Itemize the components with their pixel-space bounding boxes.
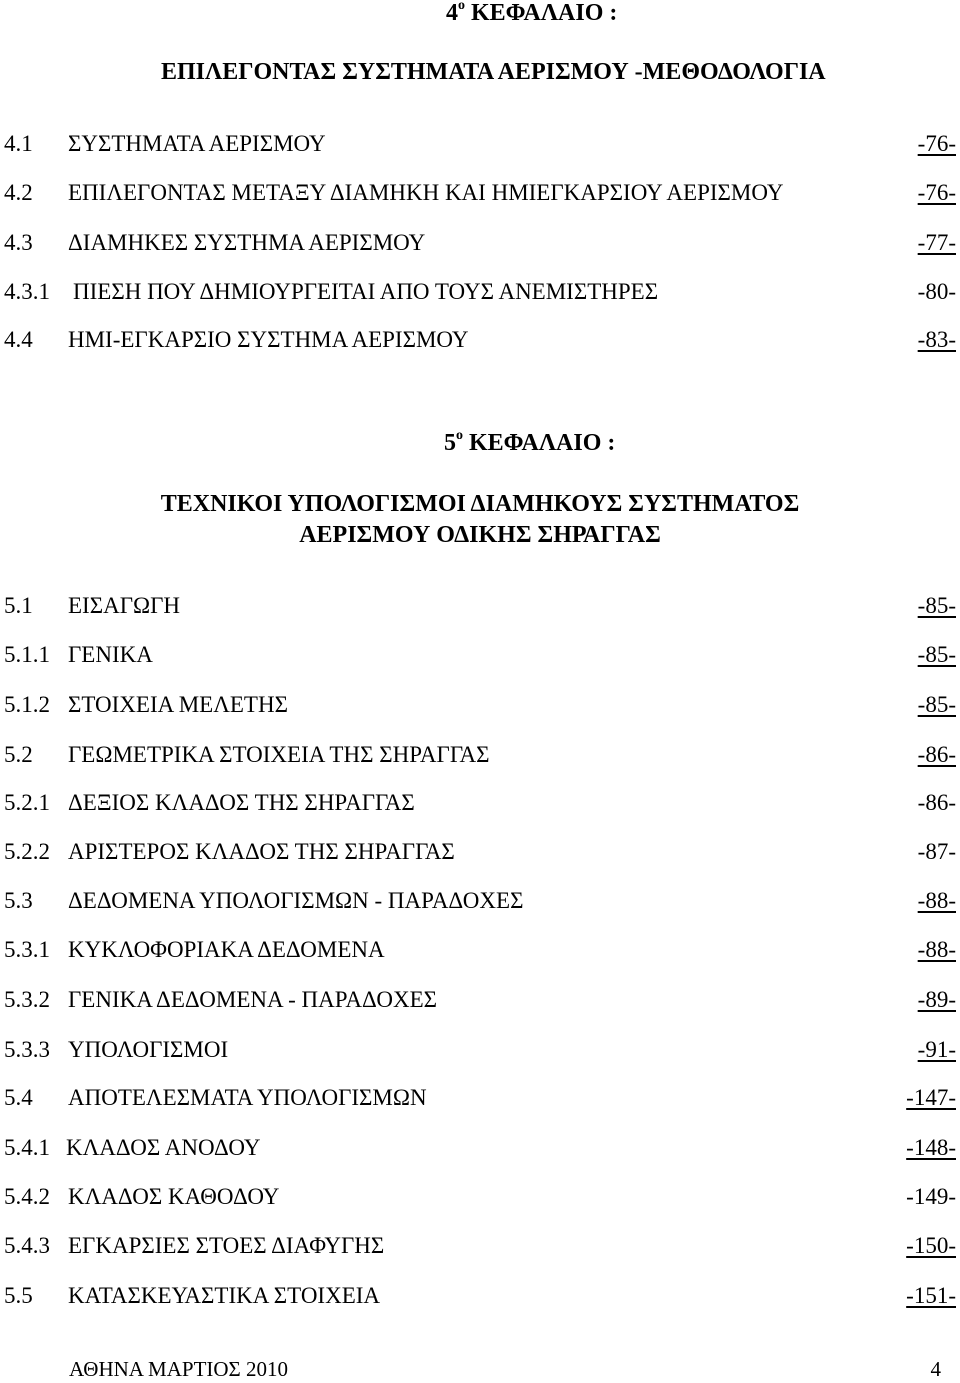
toc-entry[interactable] bbox=[0, 228, 960, 258]
footer-text: ΑΘΗΝΑ ΜΑΡΤΙΟΣ 2010 bbox=[69, 1357, 289, 1381]
toc-entry-title: ΗΜΙ-ΕΓΚΑΡΣΙΟ ΣΥΣΤΗΜΑ ΑΕΡΙΣΜΟΥ bbox=[68, 327, 469, 352]
toc-entry-number: 4.2 bbox=[4, 180, 33, 205]
toc-entry-number: 5.4 bbox=[4, 1085, 33, 1110]
chapter-4-heading bbox=[446, 0, 617, 27]
toc-entry-number: 4.3 bbox=[4, 230, 33, 255]
toc-entry[interactable] bbox=[0, 1281, 960, 1311]
toc-entry-page[interactable]: -147- bbox=[906, 1085, 956, 1110]
toc-entry-title: ΔΕΞΙΟΣ ΚΛΑΔΟΣ ΤΗΣ ΣΗΡΑΓΓΑΣ bbox=[68, 790, 415, 815]
toc-entry-number: 5.1 bbox=[4, 593, 33, 618]
toc-entry-number: 5.5 bbox=[4, 1283, 33, 1308]
toc-entry-page[interactable]: -77- bbox=[917, 230, 956, 255]
toc-entry-title: ΚΛΑΔΟΣ ΑΝΟΔΟΥ bbox=[66, 1135, 261, 1160]
toc-entry-title: ΕΠΙΛΕΓΟΝΤΑΣ ΜΕΤΑΞΥ ΔΙΑΜΗΚΗ ΚΑΙ ΗΜΙΕΓΚΑΡΣΙΟΥ ΑΕΡΙΣΜΟΥ bbox=[68, 180, 784, 205]
toc-entry-title: ΕΓΚΑΡΣΙΕΣ ΣΤΟΕΣ ΔΙΑΦΥΓΗΣ bbox=[68, 1233, 385, 1258]
chapter-4-label: ΚΕΦΑΛΑΙΟ : bbox=[471, 0, 618, 26]
toc-entry-page[interactable]: -85- bbox=[917, 692, 956, 717]
toc-entry[interactable] bbox=[0, 1133, 960, 1163]
toc-entry[interactable] bbox=[0, 788, 960, 818]
toc-entry[interactable] bbox=[0, 886, 960, 916]
toc-entry-title: ΔΕΔΟΜΕΝΑ ΥΠΟΛΟΓΙΣΜΩΝ - ΠΑΡΑΔΟΧΕΣ bbox=[68, 888, 524, 913]
toc-entry-number: 5.3 bbox=[4, 888, 33, 913]
chapter-5-subtitle-line-2: ΑΕΡΙΣΜΟΥ ΟΔΙΚΗΣ ΣΗΡΑΓΓΑΣ bbox=[299, 522, 661, 548]
toc-entry[interactable] bbox=[0, 640, 960, 670]
toc-entry-title: ΓΕΝΙΚΑ ΔΕΔΟΜΕΝΑ - ΠΑΡΑΔΟΧΕΣ bbox=[68, 987, 438, 1012]
chapter-5-label: ΚΕΦΑΛΑΙΟ : bbox=[469, 430, 616, 456]
toc-entry-title: ΑΠΟΤΕΛΕΣΜΑΤΑ ΥΠΟΛΟΓΙΣΜΩΝ bbox=[68, 1085, 427, 1110]
toc-entry-page[interactable]: -85- bbox=[917, 593, 956, 618]
toc-entry-number: 4.4 bbox=[4, 327, 33, 352]
toc-entry-page[interactable]: -151- bbox=[906, 1283, 956, 1308]
toc-entry-page[interactable]: -86- bbox=[917, 742, 956, 767]
toc-entry-page[interactable]: -86- bbox=[917, 790, 956, 815]
toc-entry-number: 5.2.2 bbox=[4, 839, 50, 864]
toc-entry-title: ΔΙΑΜΗΚΕΣ ΣΥΣΤΗΜΑ ΑΕΡΙΣΜΟΥ bbox=[68, 230, 426, 255]
toc-entry[interactable] bbox=[0, 591, 960, 621]
toc-entry-title: ΚΑΤΑΣΚΕΥΑΣΤΙΚΑ ΣΤΟΙΧΕΙΑ bbox=[68, 1283, 381, 1308]
toc-entry-number: 5.1.2 bbox=[4, 692, 50, 717]
toc-entry[interactable] bbox=[0, 178, 960, 208]
toc-entry[interactable] bbox=[0, 837, 960, 867]
toc-entry-number: 5.1.1 bbox=[4, 642, 50, 667]
toc-entry-title: ΑΡΙΣΤΕΡΟΣ ΚΛΑΔΟΣ ΤΗΣ ΣΗΡΑΓΓΑΣ bbox=[68, 839, 455, 864]
toc-entry[interactable] bbox=[0, 129, 960, 159]
toc-entry[interactable] bbox=[0, 1231, 960, 1261]
toc-entry[interactable] bbox=[0, 985, 960, 1015]
toc-entry-title: ΓΕΩΜΕΤΡΙΚΑ ΣΤΟΙΧΕΙΑ ΤΗΣ ΣΗΡΑΓΓΑΣ bbox=[68, 742, 490, 767]
toc-entry[interactable] bbox=[0, 277, 960, 307]
toc-entry-title: ΠΙΕΣΗ ΠΟΥ ΔΗΜΙΟΥΡΓΕΙΤΑΙ ΑΠΟ ΤΟΥΣ ΑΝΕΜΙΣΤΗΡΕΣ bbox=[73, 279, 659, 304]
toc-entry-title: ΣΥΣΤΗΜΑΤΑ ΑΕΡΙΣΜΟΥ bbox=[68, 131, 326, 156]
toc-entry-page[interactable]: -76- bbox=[917, 180, 956, 205]
toc-entry-number: 5.3.3 bbox=[4, 1037, 50, 1062]
chapter-5-number: 5 bbox=[444, 430, 456, 456]
toc-entry-number: 5.4.2 bbox=[4, 1184, 50, 1209]
toc-entry-title: ΚΥΚΛΟΦΟΡΙΑΚΑ ΔΕΔΟΜΕΝΑ bbox=[68, 937, 385, 962]
toc-entry-page[interactable]: -85- bbox=[917, 642, 956, 667]
toc-entry-page[interactable]: -88- bbox=[917, 888, 956, 913]
toc-entry-page[interactable]: -149- bbox=[906, 1184, 956, 1209]
toc-entry-page[interactable]: -87- bbox=[917, 839, 956, 864]
toc-entry-title: ΕΙΣΑΓΩΓΗ bbox=[68, 593, 181, 618]
toc-entry[interactable] bbox=[0, 1083, 960, 1113]
chapter-5-subtitle-line-1: ΤΕΧΝΙΚΟΙ ΥΠΟΛΟΓΙΣΜΟΙ ΔΙΑΜΗΚΟΥΣ ΣΥΣΤΗΜΑΤΟΣ bbox=[160, 491, 800, 517]
toc-entry-page[interactable]: -89- bbox=[917, 987, 956, 1012]
footer-page-number: 4 bbox=[930, 1357, 941, 1381]
chapter-5-heading bbox=[444, 430, 615, 457]
toc-entry[interactable] bbox=[0, 1035, 960, 1065]
toc-entry[interactable] bbox=[0, 935, 960, 965]
toc-entry-page[interactable]: -88- bbox=[917, 937, 956, 962]
toc-entry[interactable] bbox=[0, 740, 960, 770]
toc-entry-title: ΓΕΝΙΚΑ bbox=[68, 642, 153, 667]
toc-entry-number: 5.3.2 bbox=[4, 987, 50, 1012]
toc-entry-number: 5.2 bbox=[4, 742, 33, 767]
toc-entry-number: 5.4.1 bbox=[4, 1135, 50, 1160]
chapter-5-ordinal: ο bbox=[456, 428, 463, 443]
chapter-4-subtitle: ΕΠΙΛΕΓΟΝΤΑΣ ΣΥΣΤΗΜΑΤΑ ΑΕΡΙΣΜΟΥ -ΜΕΘΟΔΟΛΟΓΙΑ bbox=[161, 59, 826, 85]
toc-entry[interactable] bbox=[0, 690, 960, 720]
toc-entry[interactable] bbox=[0, 1182, 960, 1212]
toc-entry-page[interactable]: -80- bbox=[917, 279, 956, 304]
toc-entry-number: 4.1 bbox=[4, 131, 33, 156]
toc-entry-title: ΣΤΟΙΧΕΙΑ ΜΕΛΕΤΗΣ bbox=[68, 692, 288, 717]
toc-entry-number: 5.2.1 bbox=[4, 790, 50, 815]
toc-entry[interactable] bbox=[0, 325, 960, 355]
toc-entry-number: 5.4.3 bbox=[4, 1233, 50, 1258]
toc-entry-page[interactable]: -91- bbox=[917, 1037, 956, 1062]
chapter-4-number: 4 bbox=[446, 0, 458, 26]
toc-entry-title: ΥΠΟΛΟΓΙΣΜΟΙ bbox=[68, 1037, 229, 1062]
toc-entry-number: 5.3.1 bbox=[4, 937, 50, 962]
toc-entry-number: 4.3.1 bbox=[4, 279, 50, 304]
chapter-4-ordinal: ο bbox=[458, 0, 465, 13]
toc-entry-page[interactable]: -76- bbox=[917, 131, 956, 156]
toc-entry-page[interactable]: -83- bbox=[917, 327, 956, 352]
toc-entry-title: ΚΛΑΔΟΣ ΚΑΘΟΔΟΥ bbox=[68, 1184, 280, 1209]
toc-entry-page[interactable]: -148- bbox=[906, 1135, 956, 1160]
toc-entry-page[interactable]: -150- bbox=[906, 1233, 956, 1258]
